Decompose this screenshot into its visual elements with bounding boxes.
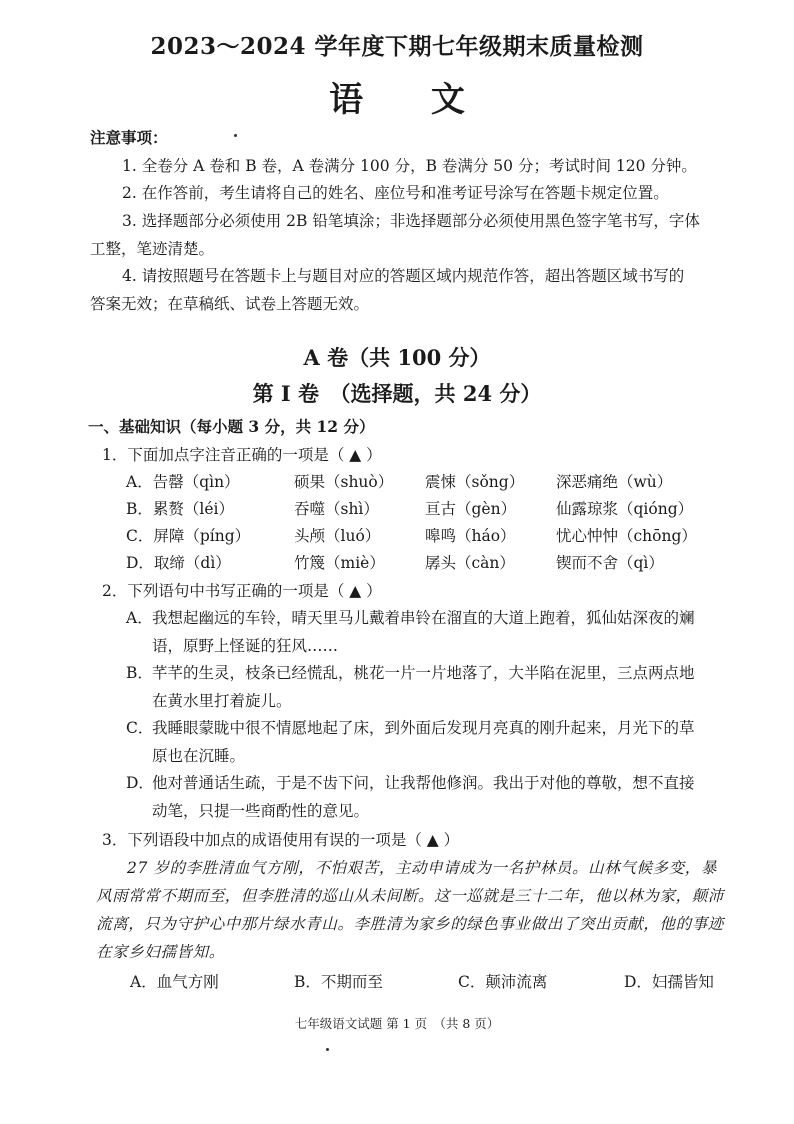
option-letter: B． [126,664,153,682]
q1-option-item: 头颅（luó） [294,527,381,545]
subject-title: 语 文 [329,80,493,120]
option-text: 原也在沉睡。 [152,747,246,765]
option-letter: C． [126,719,154,737]
q1-option-item: A．告罄（qìn） [126,473,240,491]
option-text: 他对普通话生疏，于是不齿下问，让我帮他修润。我出于对他的尊敬，想不直接 [152,774,695,792]
q3-option-b: B．不期而至 [294,973,383,991]
passage-line: 在家乡妇孺皆知。 [96,943,225,961]
q1-option-item: 震悚（sǒng） [425,473,525,491]
q1-option-item: 亘古（gèn） [425,500,517,518]
passage-line: 流离，只为守护心中那片绿水青山。李胜清为家乡的绿色事业做出了突出贡献，他的事迹 [96,915,724,933]
notice-item: 3. 选择题部分必须使用 2B 铅笔填涂；非选择题部分必须使用黑色签字笔书写，字体 [122,212,700,230]
q1-option-item: 深恶痛绝（wù） [556,473,673,491]
q1-option-item: 竹篾（miè） [294,554,385,572]
question-1-stem: 1．下面加点字注音正确的一项是（ ▲ ） [102,446,382,464]
passage-line: 风雨常常不期而至，但李胜清的巡山从未间断。这一巡就是三十二年，他以林为家，颠沛 [96,887,724,905]
scan-speck [234,134,237,137]
q1-option-item: 孱头（càn） [425,554,515,572]
q1-option-item: D．取缔（dì） [126,554,231,572]
option-text: 我睡眼蒙眬中很不情愿地起了床，到外面后发现月亮真的刚升起来，月光下的草 [152,719,695,737]
option-letter: A． [126,609,153,627]
notice-heading: 注意事项： [90,128,168,147]
scan-speck [326,1048,329,1051]
part-1-heading: 一、基础知识（每小题 3 分，共 12 分） [88,417,375,436]
notice-item: 工整，笔迹清楚。 [90,240,215,258]
page-footer: 七年级语文试题 第 1 页 （共 8 页） [294,1016,500,1031]
part-1-title: 第 I 卷 （选择题，共 24 分） [252,381,542,406]
option-text: 语，原野上怪诞的狂风…… [152,637,339,655]
exam-title: 2023～2024 学年度下期七年级期末质量检测 [150,33,644,60]
q1-option-item: B．累赘（léi） [126,500,234,518]
notice-item: 4. 请按照题号在答题卡上与题目对应的答题区域内规范作答，超出答题区域书写的 [122,267,685,285]
q1-option-item: 硕果（shuò） [294,473,394,491]
q3-option-a: A．血气方刚 [130,973,219,991]
option-text: 芊芊的生灵，枝条已经慌乱，桃花一片一片地落了，大半陷在泥里，三点两点地 [152,664,695,682]
q1-option-item: 忧心忡忡（chōng） [556,527,697,545]
q1-option-item: 吞噬（shì） [294,500,379,518]
q1-option-item: 锲而不舍（qì） [556,554,664,572]
question-2-stem: 2．下列语句中书写正确的一项是（ ▲ ） [102,582,382,600]
q3-option-c: C．颠沛流离 [458,973,548,991]
notice-item: 1. 全卷分 A 卷和 B 卷，A 卷满分 100 分，B 卷满分 50 分；考试时间 120 分钟。 [122,157,697,175]
section-a-title: A 卷（共 100 分） [303,345,491,370]
notice-item: 2. 在作答前，考生请将自己的姓名、座位号和准考证号涂写在答题卡规定位置。 [122,184,669,202]
q1-option-item: 嗥鸣（háo） [425,527,516,545]
option-text: 我想起幽远的车铃，晴天里马儿戴着串铃在溜直的大道上跑着，狐仙姑深夜的斓 [152,609,695,627]
question-3-stem: 3．下列语段中加点的成语使用有误的一项是（ ▲ ） [102,831,460,849]
passage-line: 27 岁的李胜清血气方刚，不怕艰苦，主动申请成为一名护林员。山林气候多变，暴 [127,859,717,877]
option-text: 在黄水里打着旋儿。 [152,692,292,710]
q3-option-d: D．妇孺皆知 [624,973,714,991]
option-text: 动笔，只提一些商酌性的意见。 [152,802,370,820]
q1-option-item: C．屏障（píng） [126,527,251,545]
option-letter: D． [126,774,154,792]
q1-option-item: 仙露琼浆（qióng） [556,500,694,518]
notice-item: 答案无效；在草稿纸、试卷上答题无效。 [90,295,370,313]
